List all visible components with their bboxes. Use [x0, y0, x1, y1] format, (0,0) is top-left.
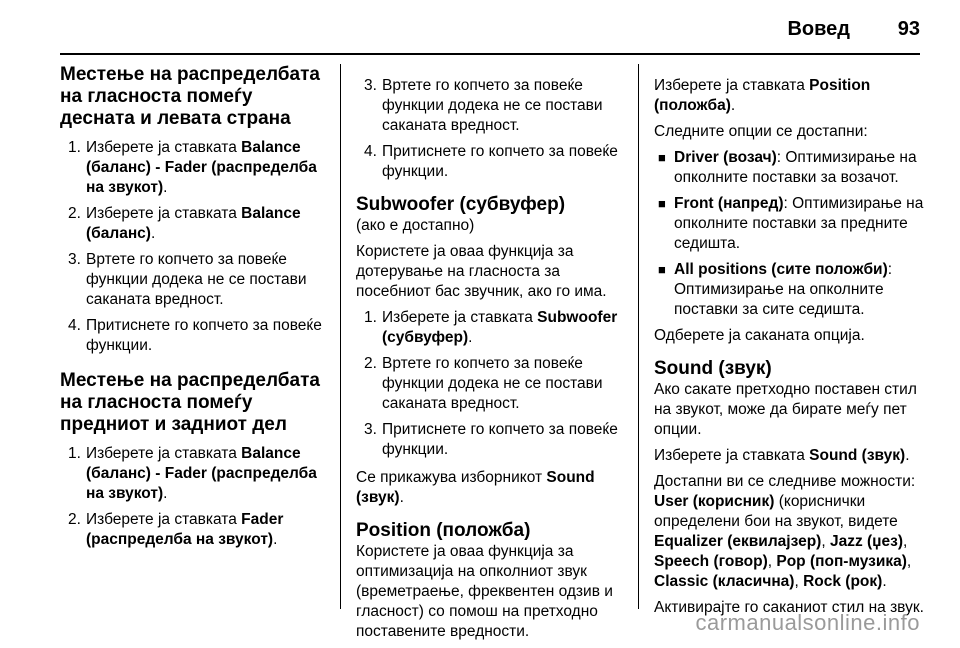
- section-heading-subwoofer: Subwoofer (субвуфер): [356, 194, 566, 215]
- paragraph-text: (кориснички определени бои на звукот, видете: [654, 493, 898, 530]
- choose-option-instruction: Одберете ја саканата опција.: [654, 327, 865, 344]
- list-item: [356, 142, 626, 182]
- item-number: 4.: [364, 143, 377, 160]
- item-number: 2.: [364, 355, 377, 372]
- instruction-text: Изберете ја ставката: [654, 447, 810, 464]
- steps-continued: [356, 76, 626, 182]
- item-text: Изберете ја ставката: [86, 205, 242, 222]
- sound-option-name: User (корисник): [654, 493, 775, 510]
- item-number: 3.: [364, 77, 377, 94]
- paragraph-text: ,: [794, 573, 804, 590]
- list-item: [60, 510, 332, 550]
- note-text: .: [399, 489, 404, 506]
- instruction-text: Изберете ја ставката: [654, 77, 810, 94]
- list-item: [60, 316, 332, 356]
- list-item: [60, 138, 332, 198]
- sound-option-name: Jazz (џез): [829, 533, 904, 550]
- instruction-text: .: [730, 97, 736, 114]
- item-text: Изберете ја ставката: [86, 139, 242, 156]
- sound-option-name: Equalizer (еквилајзер): [654, 533, 822, 550]
- item-number: 1.: [364, 309, 377, 326]
- item-text: .: [273, 531, 278, 548]
- watermark: carmanualsonline.info: [695, 610, 920, 635]
- list-item: [356, 308, 626, 348]
- bullet-icon: ■: [658, 150, 666, 165]
- sound-option-name: Speech (говор): [654, 553, 768, 570]
- menu-item-ref: Position (положба): [654, 77, 871, 114]
- paragraph-text: Достапни ви се следниве можности:: [654, 473, 916, 490]
- paragraph-text: ,: [821, 533, 830, 550]
- item-number: 4.: [68, 317, 81, 334]
- bullet-icon: ■: [658, 262, 666, 277]
- list-item: [60, 444, 332, 504]
- bullet-icon: ■: [658, 196, 666, 211]
- position-description: Користете ја оваа функција за оптимизација на опколниот звук (времетраење, фреквентен одзив и гласност) со помош на претходно поставените вредности.: [356, 543, 613, 640]
- item-text: Притиснете го копчето за повеќе функции.: [86, 317, 322, 354]
- list-item: [356, 354, 626, 414]
- menu-shown-note: [356, 468, 626, 508]
- menu-item-ref: Sound (звук): [356, 469, 595, 506]
- header-rule: [60, 53, 920, 55]
- position-options: [654, 148, 930, 320]
- item-number: 3.: [364, 421, 377, 438]
- instruction-text: .: [905, 447, 910, 464]
- note-text: Се прикажува изборникот: [356, 469, 547, 486]
- list-item: [654, 194, 930, 254]
- section-heading-position: Position (положба): [356, 520, 531, 541]
- column-divider-2: [638, 64, 639, 609]
- column-2: [356, 64, 626, 648]
- menu-item-ref: Balance (баланс) - Fader (распределба на звукот): [86, 139, 317, 196]
- availability-note: (ако е достапно): [356, 217, 475, 234]
- select-position-instruction: [654, 76, 930, 116]
- item-text: Вртете го копчето за повеќе функции додека не се постави саканата вредност.: [86, 251, 307, 308]
- item-text: Изберете ја ставката: [86, 445, 242, 462]
- menu-item-ref: Sound (звук): [809, 447, 906, 464]
- subwoofer-description: Користете ја оваа функција за дотерување на гласноста за посебниот бас звучник, ако го има.: [356, 243, 607, 300]
- page-header: [60, 12, 920, 42]
- column-1: [60, 64, 332, 558]
- section-heading-sound: Sound (звук): [654, 358, 772, 379]
- paragraph-text: ,: [767, 553, 777, 570]
- paragraph-text: .: [882, 573, 887, 590]
- sound-option-name: Rock (рок): [803, 573, 883, 590]
- option-name: Driver (возач): [674, 149, 777, 166]
- option-description: : Оптимизирање на опколните поставки за возачот.: [674, 149, 917, 186]
- section-heading-front-rear: Местење на распределбата на гласноста помеѓу предниот и задниот дел: [60, 370, 320, 435]
- menu-item-ref: Fader (распределба на звукот): [86, 511, 284, 548]
- item-text: Вртете го копчето за повеќе функции додека не се постави саканата вредност.: [382, 355, 603, 412]
- paragraph-text: ,: [903, 533, 908, 550]
- option-description: : Оптимизирање на опколните поставки за предните седишта.: [674, 195, 924, 252]
- option-name: Front (напред): [674, 195, 784, 212]
- list-item: [356, 76, 626, 136]
- item-number: 3.: [68, 251, 81, 268]
- item-number: 2.: [68, 511, 81, 528]
- steps-subwoofer: [356, 308, 626, 460]
- list-item: [654, 148, 930, 188]
- column-divider-1: [340, 64, 341, 609]
- item-text: .: [150, 225, 156, 242]
- item-number: 1.: [68, 445, 81, 462]
- option-description: : Оптимизирање на опколните поставки за сите седишта.: [674, 261, 893, 318]
- list-item: [654, 260, 930, 320]
- item-number: 2.: [68, 205, 81, 222]
- steps-front-rear: [60, 444, 332, 550]
- item-text: .: [163, 179, 168, 196]
- option-name: All positions (сите положби): [674, 261, 888, 278]
- menu-item-ref: Balance (баланс): [86, 205, 301, 242]
- column-3: [654, 64, 930, 624]
- page-title: Вовед: [787, 18, 850, 40]
- item-text: Притиснете го копчето за повеќе функции.: [382, 421, 618, 458]
- item-text: .: [468, 329, 473, 346]
- menu-item-ref: Balance (баланс) - Fader (распределба на звукот): [86, 445, 317, 502]
- item-text: Притиснете го копчето за повеќе функции.: [382, 143, 618, 180]
- sound-option-name: Pop (поп-музика): [776, 553, 907, 570]
- item-text: Вртете го копчето за повеќе функции додека не се постави саканата вредност.: [382, 77, 603, 134]
- item-number: 1.: [68, 139, 81, 156]
- paragraph-text: ,: [906, 553, 912, 570]
- sound-options-paragraph: [654, 472, 930, 592]
- list-item: [60, 204, 332, 244]
- item-text: .: [163, 485, 168, 502]
- sound-description: Ако сакате претходно поставен стил на звукот, може да бирате меѓу пет опции.: [654, 381, 917, 438]
- menu-item-ref: Subwoofer (субвуфер): [382, 309, 618, 346]
- sound-option-name: Classic (класична): [654, 573, 795, 590]
- list-item: [356, 420, 626, 460]
- page-number: 93: [897, 18, 920, 40]
- select-sound-instruction: [654, 446, 930, 466]
- section-heading-left-right: Местење на распределбата на гласноста помеѓу десната и левата страна: [60, 64, 320, 129]
- item-text: Изберете ја ставката: [382, 309, 538, 326]
- options-intro: Следните опции се достапни:: [654, 123, 868, 140]
- item-text: Изберете ја ставката: [86, 511, 242, 528]
- list-item: [60, 250, 332, 310]
- activate-style-instruction: Активирајте го саканиот стил на звук.: [654, 599, 924, 616]
- steps-left-right: [60, 138, 332, 356]
